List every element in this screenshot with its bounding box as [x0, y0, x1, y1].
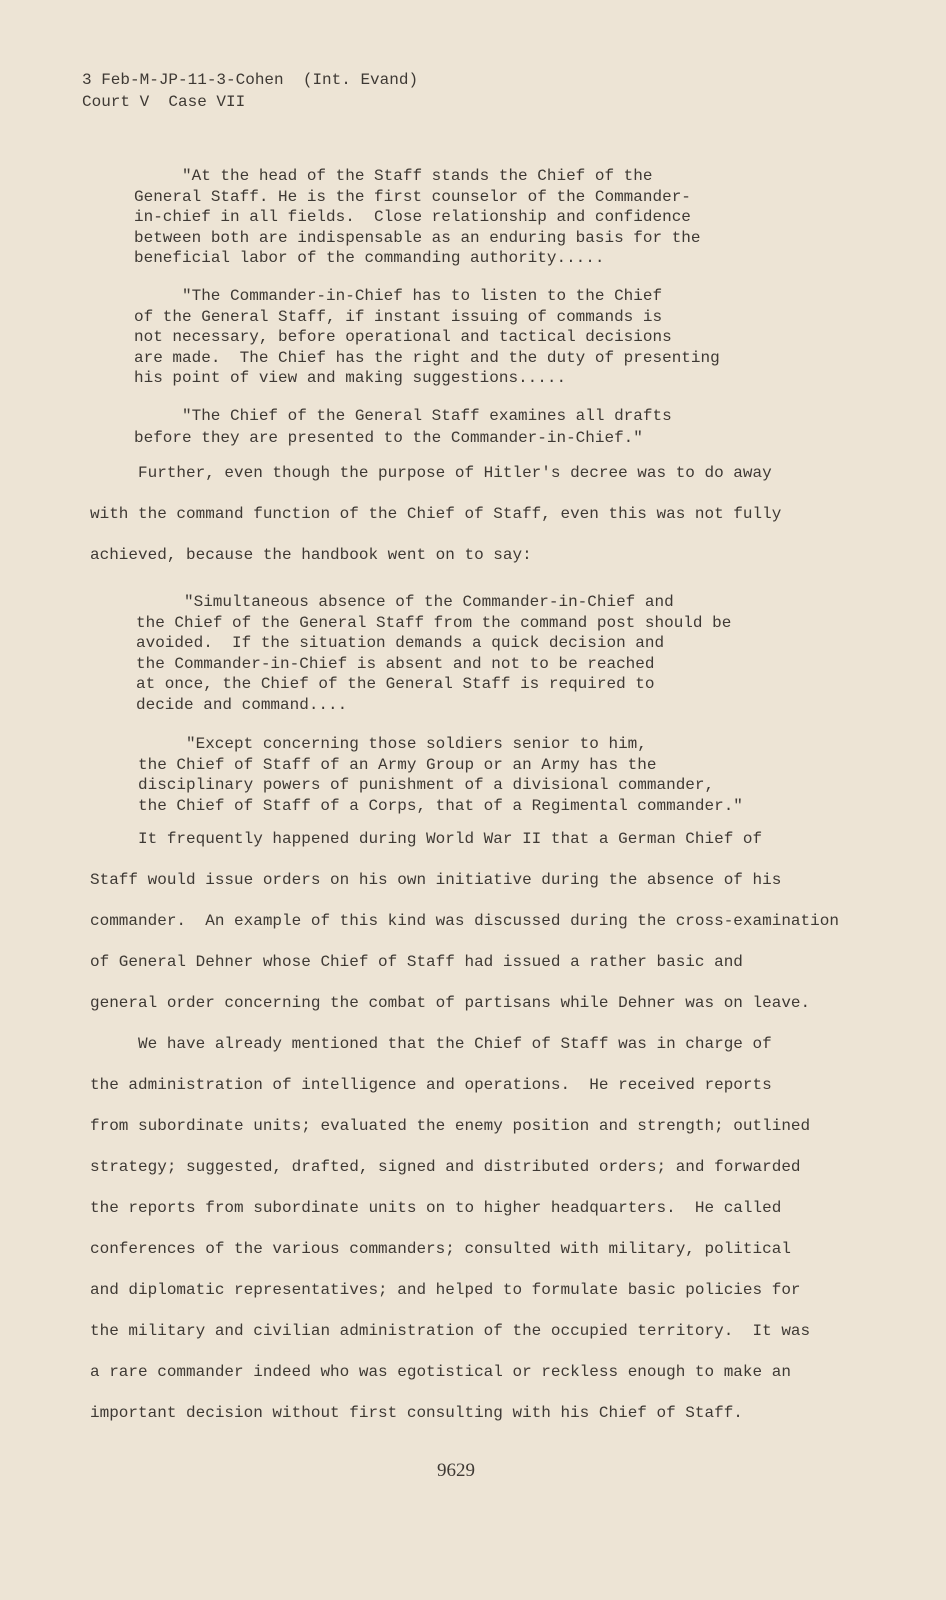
body-line: We have already mentioned that the Chief of Staff was in charge of [90, 1035, 772, 1053]
body-line: from subordinate units; evaluated the enemy position and strength; outlined [90, 1117, 811, 1135]
body-line: Further, even though the purpose of Hitler's decree was to do away [90, 464, 772, 482]
quote-line: the Chief of the General Staff from the command post should be [136, 614, 732, 632]
quote-line: the Chief of Staff of an Army Group or an Army has the [138, 756, 657, 774]
quote-line: his point of view and making suggestions..... [134, 369, 567, 387]
quote-line: not necessary, before operational and tactical decisions [134, 328, 672, 346]
quote-line: avoided. If the situation demands a quick decision and [136, 634, 665, 652]
body-line: achieved, because the handbook went on to say: [90, 546, 532, 564]
body-line: of General Dehner whose Chief of Staff had issued a rather basic and [90, 953, 743, 971]
header-file-reference: 3 Feb-M-JP-11-3-Cohen (Int. Evand) [82, 71, 419, 89]
body-line: commander. An example of this kind was discussed during the cross-examination [90, 912, 839, 930]
quote-line: disciplinary powers of punishment of a divisional commander, [138, 776, 715, 794]
quote-line: "The Chief of the General Staff examines all drafts [182, 407, 672, 425]
quote-line: at once, the Chief of the General Staff is required to [136, 675, 655, 693]
body-line: conferences of the various commanders; consulted with military, political [90, 1240, 791, 1258]
quote-line: the Chief of Staff of a Corps, that of a Regimental commander." [138, 797, 743, 815]
body-line: the administration of intelligence and operations. He received reports [90, 1076, 772, 1094]
quote-line: are made. The Chief has the right and the duty of presenting [134, 349, 720, 367]
body-line: strategy; suggested, drafted, signed and distributed orders; and forwarded [90, 1158, 801, 1176]
quote-line: before they are presented to the Commander-in-Chief." [134, 429, 643, 447]
body-line: with the command function of the Chief of Staff, even this was not fully [90, 505, 782, 523]
quote-line: in-chief in all fields. Close relationship and confidence [134, 208, 691, 226]
body-line: general order concerning the combat of partisans while Dehner was on leave. [90, 994, 811, 1012]
body-line: Staff would issue orders on his own initiative during the absence of his [90, 871, 782, 889]
body-line: important decision without first consulting with his Chief of Staff. [90, 1404, 743, 1422]
quote-line: General Staff. He is the first counselor of the Commander- [134, 188, 691, 206]
quote-line: of the General Staff, if instant issuing of commands is [134, 308, 663, 326]
body-line: It frequently happened during World War II that a German Chief of [90, 830, 763, 848]
body-line: a rare commander indeed who was egotistical or reckless enough to make an [90, 1363, 791, 1381]
quote-line: "Except concerning those soldiers senior to him, [186, 735, 647, 753]
body-line: and diplomatic representatives; and helped to formulate basic policies for [90, 1281, 801, 1299]
body-line: the military and civilian administration of the occupied territory. It was [90, 1322, 811, 1340]
header-court-case: Court V Case VII [82, 93, 246, 111]
quote-line: between both are indispensable as an enduring basis for the [134, 229, 701, 247]
body-line: the reports from subordinate units on to higher headquarters. He called [90, 1199, 782, 1217]
quote-line: the Commander-in-Chief is absent and not to be reached [136, 655, 655, 673]
quote-line: decide and command.... [136, 696, 348, 714]
quote-line: "The Commander-in-Chief has to listen to the Chief [182, 287, 663, 305]
page-number: 9629 [437, 1460, 475, 1481]
quote-line: beneficial labor of the commanding authority..... [134, 249, 605, 267]
quote-line: "At the head of the Staff stands the Chief of the [182, 167, 653, 185]
quote-line: "Simultaneous absence of the Commander-in-Chief and [184, 593, 674, 611]
